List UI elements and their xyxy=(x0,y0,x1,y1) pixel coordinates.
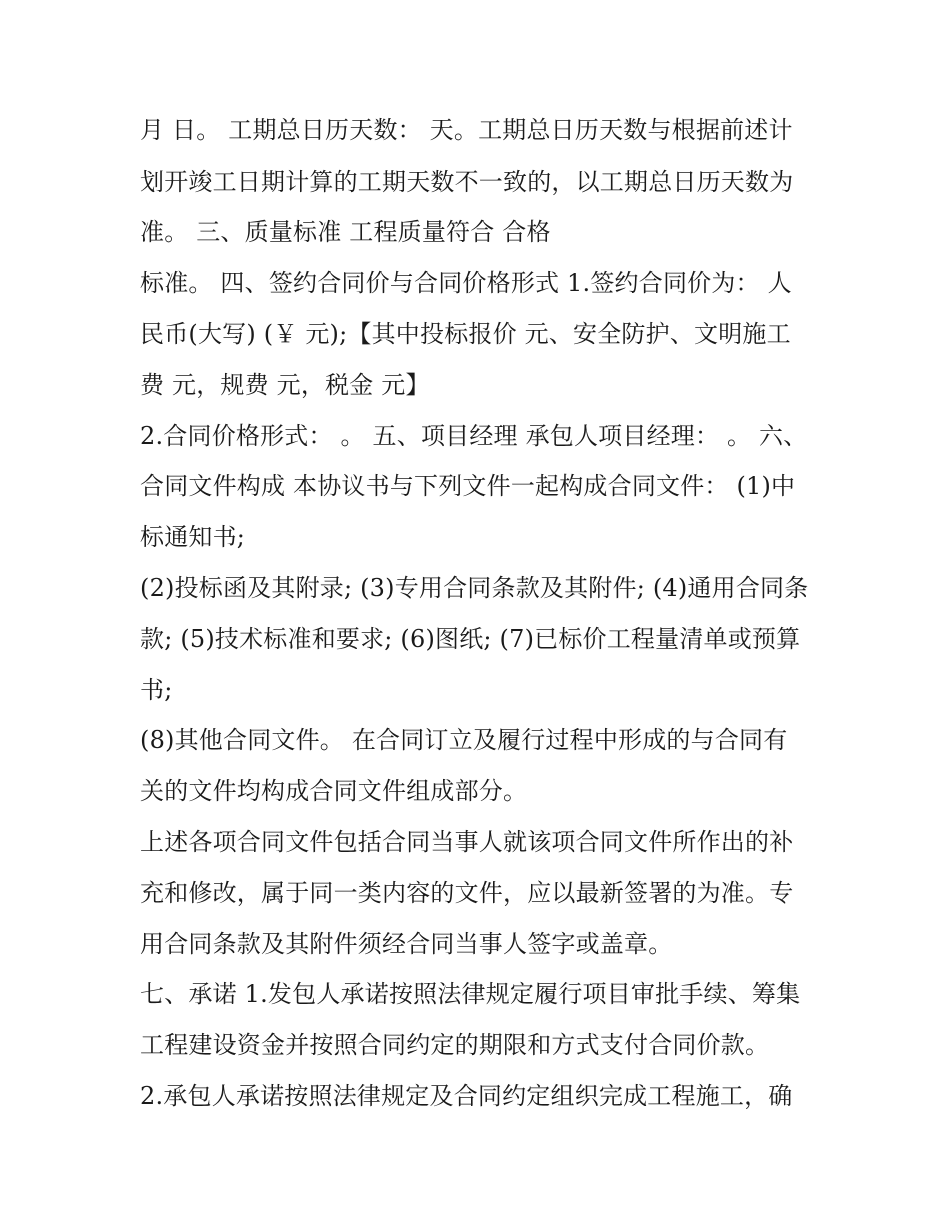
text-line: 民币(大写) (￥ 元);【其中投标报价 元、安全防护、文明施工 xyxy=(140,320,791,348)
text-line: 合同文件构成 本协议书与下列文件一起构成合同文件： (1)中 xyxy=(140,472,796,500)
text-line: 书; xyxy=(140,676,173,704)
text-line: 标准。 四、签约合同价与合同价格形式 1.签约合同价为： 人 xyxy=(140,269,792,297)
text-line: 关的文件均构成合同文件组成部分。 xyxy=(140,777,528,805)
text-line: 2.承包人承诺按照法律规定及合同约定组织完成工程施工，确 xyxy=(140,1082,793,1110)
text-line: 标通知书; xyxy=(140,523,246,551)
text-line: (2)投标函及其附录; (3)专用合同条款及其附件; (4)通用合同条 xyxy=(140,574,809,602)
text-line: 款; (5)技术标准和要求; (6)图纸; (7)已标价工程量清单或预算 xyxy=(140,625,801,653)
text-line: 工程建设资金并按照合同约定的期限和方式支付合同价款。 xyxy=(140,1031,770,1059)
text-line: 准。 三、质量标准 工程质量符合 合格 xyxy=(140,218,551,246)
text-line: 2.合同价格形式： 。 五、项目经理 承包人项目经理： 。 六、 xyxy=(140,422,808,450)
text-line: 充和修改，属于同一类内容的文件，应以最新签署的为准。专 xyxy=(140,879,794,907)
text-line: 上述各项合同文件包括合同当事人就该项合同文件所作出的补 xyxy=(140,828,794,856)
text-line: 费 元，规费 元，税金 元】 xyxy=(140,371,430,399)
text-line: (8)其他合同文件。 在合同订立及履行过程中形成的与合同有 xyxy=(140,726,788,754)
text-line: 用合同条款及其附件须经合同当事人签字或盖章。 xyxy=(140,930,673,958)
text-line: 划开竣工日期计算的工期天数不一致的，以工期总日历天数为 xyxy=(140,168,794,196)
text-line: 七、承诺 1.发包人承诺按照法律规定履行项目审批手续、筹集 xyxy=(140,980,801,1008)
text-line: 月 日。 工期总日历天数： 天。工期总日历天数与根据前述计 xyxy=(140,116,793,144)
